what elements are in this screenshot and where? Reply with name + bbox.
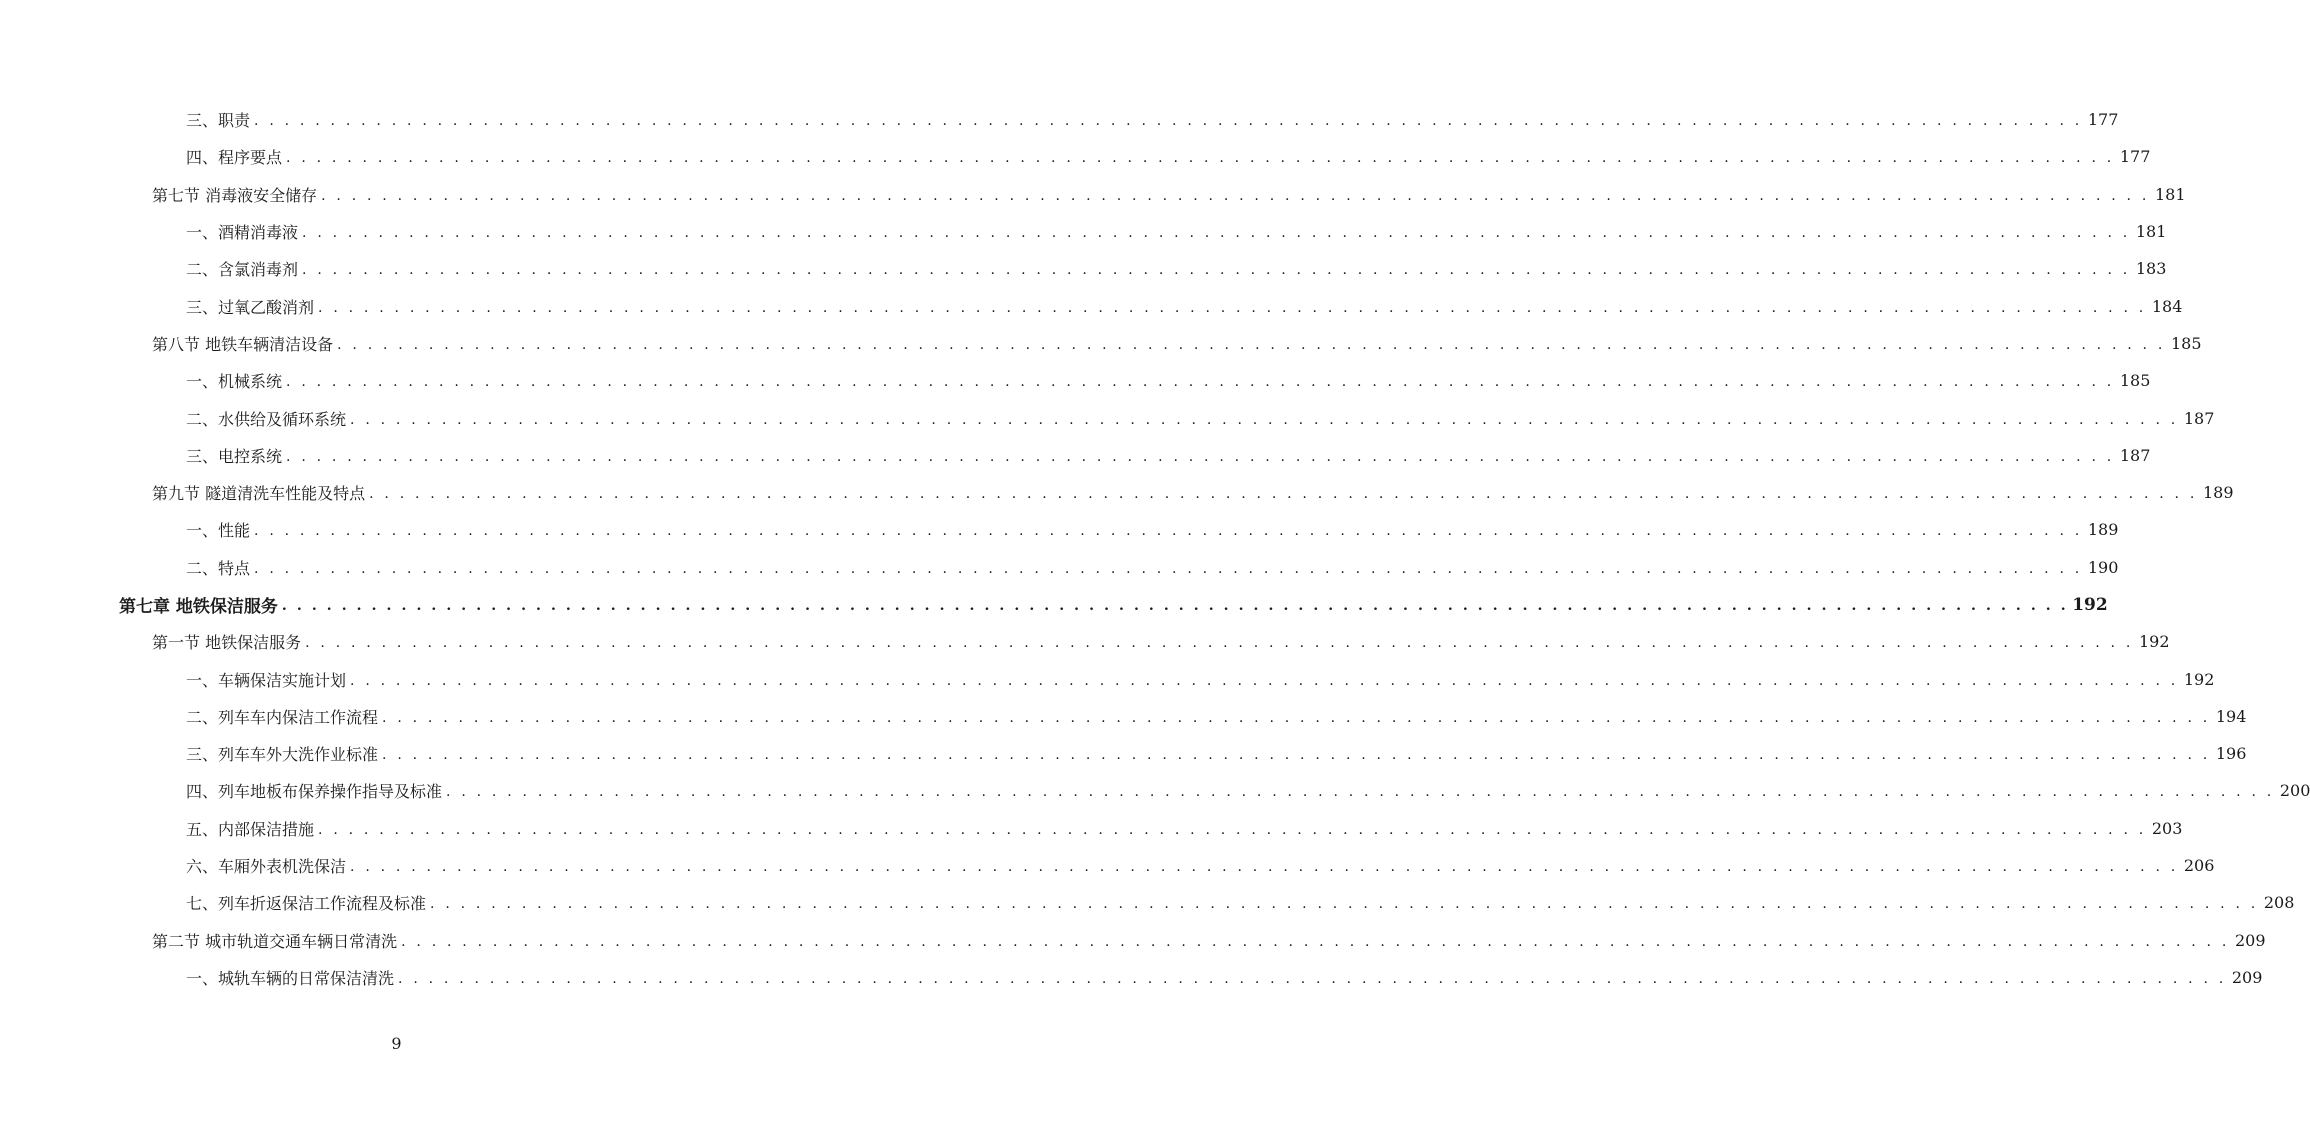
toc-dot-leader: . . . . . . . . . . . . . . . . . . . . . . . . . . . . . . . . . . . . . . . . . . . . . . . . . . . . . . . . . . . . . . . . . . . . . . . . . . . . . . . . . . . . . . . . . . . . . . . . . . . . . . . . . . . . . . . . . . . . . . . .	[318, 299, 2147, 316]
toc-entry-item[interactable]	[0, 698, 2247, 735]
toc-entry-label: 三、电控系统	[186, 446, 283, 466]
toc-entry-item[interactable]	[0, 959, 2263, 996]
toc-entry-section[interactable]	[0, 176, 2186, 213]
toc-entry-section[interactable]	[0, 474, 2234, 511]
toc-dot-leader: . . . . . . . . . . . . . . . . . . . . . . . . . . . . . . . . . . . . . . . . . . . . . . . . . . . . . . . . . . . . . . . . . . . . . . . . . . . . . . . . . . . . . . . . . . . . . . . . . . . . . . . . . . . . . . . . . . . . . . . .	[302, 225, 2131, 242]
toc-dot-leader: . . . . . . . . . . . . . . . . . . . . . . . . . . . . . . . . . . . . . . . . . . . . . . . . . . . . . . . . . . . . . . . . . . . . . . . . . . . . . . . . . . . . . . . . . . . . . . . . . . . . . . . . . . . . . . . . . . . . . . . .	[430, 896, 2259, 913]
toc-entry-item[interactable]	[0, 138, 2151, 175]
toc-dot-leader: . . . . . . . . . . . . . . . . . . . . . . . . . . . . . . . . . . . . . . . . . . . . . . . . . . . . . . . . . . . . . . . . . . . . . . . . . . . . . . . . . . . . . . . . . . . . . . . . . . . . . . . . . . . . . . . . . . . . . . . .	[254, 523, 2083, 540]
toc-entry-page: 177	[2119, 147, 2151, 167]
toc-entry-section[interactable]	[0, 325, 2202, 362]
toc-entry-item[interactable]	[0, 884, 2295, 921]
toc-entry-label: 第二节 城市轨道交通车辆日常清洗	[152, 931, 398, 951]
toc-entry-page: 194	[2215, 706, 2247, 726]
toc-dot-leader: . . . . . . . . . . . . . . . . . . . . . . . . . . . . . . . . . . . . . . . . . . . . . . . . . . . . . . . . . . . . . . . . . . . . . . . . . . . . . . . . . . . . . . . . . . . . . . . . . . . . . . . . . . . . . . . . . . . . . . . .	[337, 336, 2166, 353]
toc-dot-leader: . . . . . . . . . . . . . . . . . . . . . . . . . . . . . . . . . . . . . . . . . . . . . . . . . . . . . . . . . . . . . . . . . . . . . . . . . . . . . . . . . . . . . . . . . . . . . . . . . . . . . . . . . . . . . . . . . . . . . . . .	[321, 187, 2150, 204]
toc-entry-label: 五、内部保洁措施	[186, 819, 315, 839]
toc-entry-page: 183	[2135, 259, 2167, 279]
toc-entry-item[interactable]	[0, 511, 2119, 548]
toc-entry-label: 四、程序要点	[186, 148, 283, 168]
toc-entry-label: 一、城轨车辆的日常保洁清洗	[186, 968, 395, 988]
toc-dot-leader: . . . . . . . . . . . . . . . . . . . . . . . . . . . . . . . . . . . . . . . . . . . . . . . . . . . . . . . . . . . . . . . . . . . . . . . . . . . . . . . . . . . . . . . . . . . . . . . . . . . . . . . . . . . . . . . . . . . . . . . .	[305, 635, 2134, 652]
toc-entry-label: 二、水供给及循环系统	[186, 409, 347, 429]
toc-entry-page: 189	[2087, 520, 2119, 540]
toc-entry-item[interactable]	[0, 847, 2215, 884]
toc-dot-leader: . . . . . . . . . . . . . . . . . . . . . . . . . . . . . . . . . . . . . . . . . . . . . . . . . . . . . . . . . . . . . . . . . . . . . . . . . . . . . . . . . . . . . . . . . . . . . . . . . . . . . . . . . . . . . . . . . . . . . . . .	[281, 598, 2069, 614]
toc-entry-label: 二、含氯消毒剂	[186, 260, 299, 280]
toc-dot-leader: . . . . . . . . . . . . . . . . . . . . . . . . . . . . . . . . . . . . . . . . . . . . . . . . . . . . . . . . . . . . . . . . . . . . . . . . . . . . . . . . . . . . . . . . . . . . . . . . . . . . . . . . . . . . . . . . . . . . . . . .	[369, 486, 2198, 503]
toc-entry-item[interactable]	[0, 549, 2119, 586]
toc-entry-label: 二、列车车内保洁工作流程	[186, 707, 379, 727]
toc-entry-page: 206	[2183, 856, 2215, 876]
toc-entry-item[interactable]	[0, 399, 2215, 436]
toc-entry-item[interactable]	[0, 287, 2183, 324]
toc-entry-page: 196	[2215, 744, 2247, 764]
toc-dot-leader: . . . . . . . . . . . . . . . . . . . . . . . . . . . . . . . . . . . . . . . . . . . . . . . . . . . . . . . . . . . . . . . . . . . . . . . . . . . . . . . . . . . . . . . . . . . . . . . . . . . . . . . . . . . . . . . . . . . . . . . .	[398, 970, 2227, 987]
toc-entry-item[interactable]	[0, 250, 2167, 287]
table-of-contents	[0, 101, 2310, 996]
toc-entry-page: 187	[2119, 445, 2151, 465]
toc-entry-page: 177	[2087, 110, 2119, 130]
toc-entry-section[interactable]	[0, 922, 2266, 959]
toc-entry-page: 200	[2279, 781, 2310, 801]
toc-dot-leader: . . . . . . . . . . . . . . . . . . . . . . . . . . . . . . . . . . . . . . . . . . . . . . . . . . . . . . . . . . . . . . . . . . . . . . . . . . . . . . . . . . . . . . . . . . . . . . . . . . . . . . . . . . . . . . . . . . . . . . . .	[254, 560, 2083, 577]
toc-entry-item[interactable]	[0, 437, 2151, 474]
toc-entry-label: 二、特点	[186, 558, 251, 578]
toc-entry-item[interactable]	[0, 362, 2151, 399]
toc-entry-label: 六、车厢外表机洗保洁	[186, 857, 347, 877]
toc-entry-page: 185	[2119, 371, 2151, 391]
toc-entry-label: 第八节 地铁车辆清洁设备	[152, 334, 334, 354]
toc-entry-page: 181	[2135, 222, 2167, 242]
toc-dot-leader: . . . . . . . . . . . . . . . . . . . . . . . . . . . . . . . . . . . . . . . . . . . . . . . . . . . . . . . . . . . . . . . . . . . . . . . . . . . . . . . . . . . . . . . . . . . . . . . . . . . . . . . . . . . . . . . . . . . . . . . .	[382, 747, 2211, 764]
toc-entry-page: 184	[2151, 296, 2183, 316]
toc-entry-item[interactable]	[0, 735, 2247, 772]
toc-dot-leader: . . . . . . . . . . . . . . . . . . . . . . . . . . . . . . . . . . . . . . . . . . . . . . . . . . . . . . . . . . . . . . . . . . . . . . . . . . . . . . . . . . . . . . . . . . . . . . . . . . . . . . . . . . . . . . . . . . . . . . . .	[318, 821, 2147, 838]
toc-entry-label: 第一节 地铁保洁服务	[152, 633, 302, 653]
toc-dot-leader: . . . . . . . . . . . . . . . . . . . . . . . . . . . . . . . . . . . . . . . . . . . . . . . . . . . . . . . . . . . . . . . . . . . . . . . . . . . . . . . . . . . . . . . . . . . . . . . . . . . . . . . . . . . . . . . . . . . . . . . .	[254, 113, 2083, 130]
toc-entry-label: 一、酒精消毒液	[186, 223, 299, 243]
toc-dot-leader: . . . . . . . . . . . . . . . . . . . . . . . . . . . . . . . . . . . . . . . . . . . . . . . . . . . . . . . . . . . . . . . . . . . . . . . . . . . . . . . . . . . . . . . . . . . . . . . . . . . . . . . . . . . . . . . . . . . . . . . .	[286, 374, 2115, 391]
toc-entry-page: 187	[2183, 408, 2215, 428]
toc-dot-leader: . . . . . . . . . . . . . . . . . . . . . . . . . . . . . . . . . . . . . . . . . . . . . . . . . . . . . . . . . . . . . . . . . . . . . . . . . . . . . . . . . . . . . . . . . . . . . . . . . . . . . . . . . . . . . . . . . . . . . . . .	[350, 672, 2179, 689]
toc-entry-page: 203	[2151, 818, 2183, 838]
toc-entry-item[interactable]	[0, 101, 2119, 138]
toc-dot-leader: . . . . . . . . . . . . . . . . . . . . . . . . . . . . . . . . . . . . . . . . . . . . . . . . . . . . . . . . . . . . . . . . . . . . . . . . . . . . . . . . . . . . . . . . . . . . . . . . . . . . . . . . . . . . . . . . . . . . . . . .	[350, 411, 2179, 428]
toc-dot-leader: . . . . . . . . . . . . . . . . . . . . . . . . . . . . . . . . . . . . . . . . . . . . . . . . . . . . . . . . . . . . . . . . . . . . . . . . . . . . . . . . . . . . . . . . . . . . . . . . . . . . . . . . . . . . . . . . . . . . . . . .	[382, 709, 2211, 726]
toc-entry-label: 第九节 隧道清洗车性能及特点	[152, 484, 366, 504]
toc-entry-page: 185	[2170, 333, 2202, 353]
toc-entry-page: 209	[2231, 967, 2263, 987]
page-number: 9	[391, 1034, 402, 1053]
toc-entry-label: 一、机械系统	[186, 372, 283, 392]
toc-entry-chapter[interactable]	[0, 586, 2108, 623]
toc-entry-page: 209	[2234, 930, 2266, 950]
toc-entry-label: 四、列车地板布保养操作指导及标准	[186, 782, 443, 802]
toc-entry-label: 一、车辆保洁实施计划	[186, 670, 347, 690]
toc-entry-label: 七、列车折返保洁工作流程及标准	[186, 894, 427, 914]
toc-dot-leader: . . . . . . . . . . . . . . . . . . . . . . . . . . . . . . . . . . . . . . . . . . . . . . . . . . . . . . . . . . . . . . . . . . . . . . . . . . . . . . . . . . . . . . . . . . . . . . . . . . . . . . . . . . . . . . . . . . . . . . . .	[286, 448, 2115, 465]
toc-entry-label: 第七节 消毒液安全储存	[152, 185, 318, 205]
toc-entry-page: 192	[2183, 669, 2215, 689]
toc-entry-page: 181	[2154, 184, 2186, 204]
toc-entry-page: 208	[2263, 893, 2295, 913]
toc-dot-leader: . . . . . . . . . . . . . . . . . . . . . . . . . . . . . . . . . . . . . . . . . . . . . . . . . . . . . . . . . . . . . . . . . . . . . . . . . . . . . . . . . . . . . . . . . . . . . . . . . . . . . . . . . . . . . . . . . . . . . . . .	[401, 933, 2230, 950]
toc-dot-leader: . . . . . . . . . . . . . . . . . . . . . . . . . . . . . . . . . . . . . . . . . . . . . . . . . . . . . . . . . . . . . . . . . . . . . . . . . . . . . . . . . . . . . . . . . . . . . . . . . . . . . . . . . . . . . . . . . . . . . . . .	[302, 262, 2131, 279]
toc-entry-page: 190	[2087, 557, 2119, 577]
toc-entry-item[interactable]	[0, 213, 2167, 250]
toc-entry-item[interactable]	[0, 772, 2310, 809]
toc-entry-page: 192	[2072, 594, 2108, 615]
toc-dot-leader: . . . . . . . . . . . . . . . . . . . . . . . . . . . . . . . . . . . . . . . . . . . . . . . . . . . . . . . . . . . . . . . . . . . . . . . . . . . . . . . . . . . . . . . . . . . . . . . . . . . . . . . . . . . . . . . . . . . . . . . .	[446, 784, 2275, 801]
toc-entry-label: 三、职责	[186, 111, 251, 131]
toc-dot-leader: . . . . . . . . . . . . . . . . . . . . . . . . . . . . . . . . . . . . . . . . . . . . . . . . . . . . . . . . . . . . . . . . . . . . . . . . . . . . . . . . . . . . . . . . . . . . . . . . . . . . . . . . . . . . . . . . . . . . . . . .	[286, 150, 2115, 167]
toc-entry-page: 192	[2138, 632, 2170, 652]
toc-entry-section[interactable]	[0, 623, 2170, 660]
toc-entry-page: 189	[2202, 483, 2234, 503]
toc-dot-leader: . . . . . . . . . . . . . . . . . . . . . . . . . . . . . . . . . . . . . . . . . . . . . . . . . . . . . . . . . . . . . . . . . . . . . . . . . . . . . . . . . . . . . . . . . . . . . . . . . . . . . . . . . . . . . . . . . . . . . . . .	[350, 859, 2179, 876]
toc-entry-label: 第七章 地铁保洁服务	[119, 597, 278, 617]
toc-entry-item[interactable]	[0, 660, 2215, 697]
toc-entry-label: 一、性能	[186, 521, 251, 541]
toc-entry-label: 三、过氧乙酸消剂	[186, 297, 315, 317]
toc-entry-item[interactable]	[0, 810, 2183, 847]
toc-entry-label: 三、列车车外大洗作业标准	[186, 745, 379, 765]
